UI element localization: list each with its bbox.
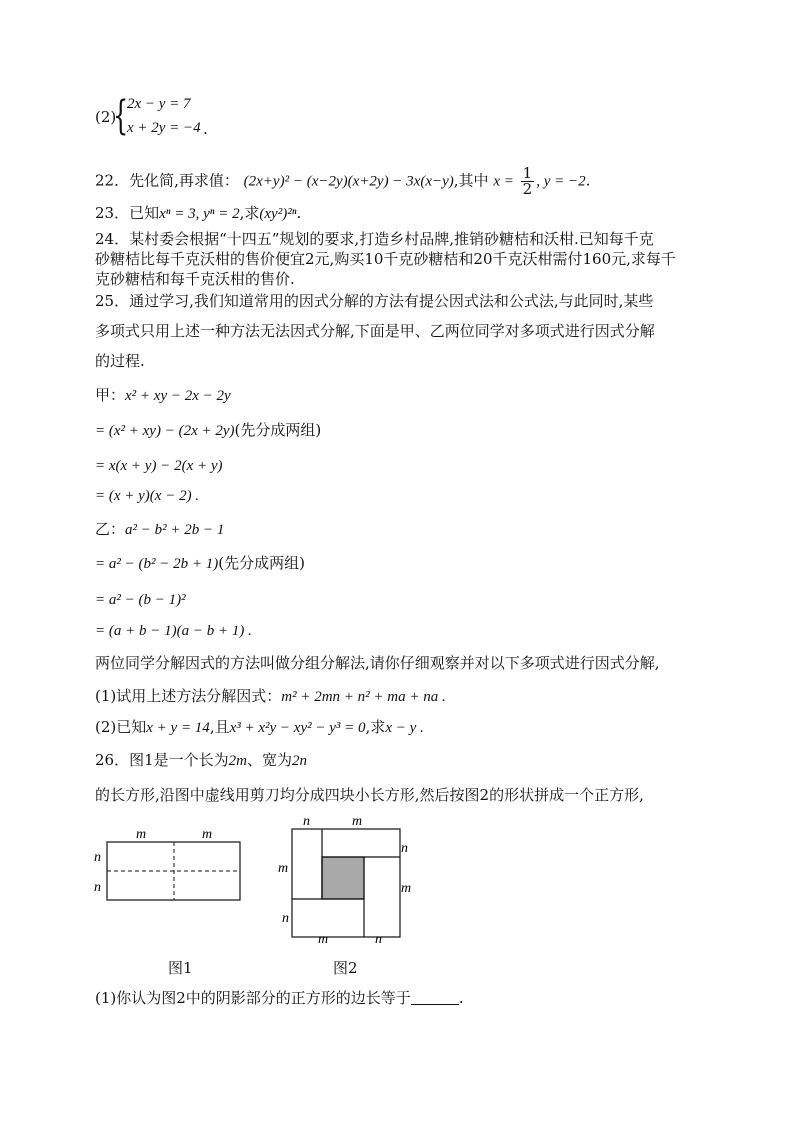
figure-1-caption: 图1 (168, 959, 193, 977)
figure-2-label-n: n (282, 911, 289, 926)
condition: , y = −2 (536, 173, 586, 190)
part-label: (2) (95, 108, 117, 126)
question-25-2: (2)已知x + y = 14,且x³ + x²y − xy² − y³ = 0,求x − y . (95, 718, 424, 736)
question-25-1: (1)试用上述方法分解因式：m² + 2mn + n² + ma + na . (95, 687, 446, 705)
yi-line-3: = (a + b − 1)(a − b + 1) . (95, 623, 252, 639)
figure-2-label-n: n (375, 932, 382, 947)
figure-2-label-m: m (318, 932, 329, 947)
figure-1-label-n: n (94, 850, 101, 865)
problem-25-line-3: 的过程. (95, 352, 145, 370)
problem-24-line-3: 克砂糖桔和每千克沃柑的售价. (95, 270, 295, 288)
expression: (xy²)²ⁿ (259, 206, 297, 222)
problem-text: ,其中 (453, 171, 489, 190)
question-26-1: (1)你认为图2中的阴影部分的正方形的边长等于 . (95, 989, 464, 1007)
figure-2-label-n: n (401, 841, 408, 856)
expression: xⁿ = 3, yⁿ = 2 (159, 206, 240, 222)
problem-text: 先化简,再求值： (129, 171, 239, 190)
problem-26-line-2: 的长方形,沿图中虚线用剪刀均分成四块小长方形,然后按图2的形状拼成一个正方形, (95, 786, 644, 804)
figure-2 (270, 812, 420, 952)
brace-icon: { (113, 93, 129, 139)
problem-24-line-2: 砂糖桔比每千克沃柑的售价便宜2元,购买10千克砂糖桔和20千克沃柑需付160元,求每千 (95, 250, 676, 268)
expression: (2x+y)² − (x−2y)(x+2y) − 3x(x−y) (243, 173, 454, 190)
fraction-one-half: $\frac{1}{2}$ (522, 164, 533, 198)
period: . (203, 120, 208, 138)
figure-1-label-n: n (94, 880, 101, 895)
figure-2-caption: 图2 (333, 959, 358, 977)
figure-1-label-m: m (136, 827, 147, 842)
condition: x = (493, 173, 514, 190)
problem-number: 22． (95, 171, 130, 190)
problem-number: 23． (95, 204, 130, 222)
figure-2-label-m: m (401, 881, 412, 896)
equation-1: 2x − y = 7 (127, 96, 191, 112)
student-label: 甲： (95, 386, 126, 404)
yi-line-0: 乙：a² − b² + 2b − 1 (95, 520, 225, 538)
problem-26-line-1: 26．图1是一个长为2m、宽为2n (95, 751, 307, 769)
jia-line-1: = (x² + xy) − (2x + 2y)(先分成两组) (95, 421, 322, 439)
answer-blank[interactable] (411, 990, 459, 1005)
yi-line-2: = a² − (b − 1)² (95, 592, 186, 608)
equation-2: x + 2y = −4 (127, 120, 201, 136)
jia-line-2: = x(x + y) − 2(x + y) (95, 458, 223, 474)
note: (先分成两组) (218, 554, 305, 572)
problem-23: 23．已知xⁿ = 3, yⁿ = 2,求(xy²)²ⁿ. (95, 204, 302, 222)
problem-25-line-1: 25．通过学习,我们知道常用的因式分解的方法有提公因式法和公式法,与此同时,某些 (95, 292, 654, 310)
yi-line-1: = a² − (b² − 2b + 1)(先分成两组) (95, 554, 305, 572)
conclusion: 两位同学分解因式的方法叫做分组分解法,请你仔细观察并对以下多项式进行因式分解, (95, 654, 660, 672)
figure-1 (90, 825, 250, 910)
jia-line-0: 甲：x² + xy − 2x − 2y (95, 386, 231, 404)
note: (先分成两组) (234, 421, 322, 439)
problem-22: 22．先化简,再求值： (2x+y)² − (x−2y)(x+2y) − 3x(x−y),其中 x = $\frac{1}{2}$ , y = −2. (95, 164, 591, 198)
figure-2-label-m: m (352, 814, 363, 829)
figure-2-shaded-square (322, 857, 364, 899)
figure-2-label-m: m (278, 861, 289, 876)
figure-2-label-n: n (303, 814, 310, 829)
jia-line-3: = (x + y)(x − 2) . (95, 488, 200, 504)
student-label: 乙： (95, 520, 126, 538)
figure-1-label-m: m (202, 827, 213, 842)
problem-25-line-2: 多项式只用上述一种方法无法因式分解,下面是甲、乙两位同学对多项式进行因式分解 (95, 322, 655, 340)
problem-24-line-1: 24．某村委会根据“十四五”规划的要求,打造乡村品牌,推销砂糖桔和沃柑.已知每千克 (95, 230, 654, 248)
